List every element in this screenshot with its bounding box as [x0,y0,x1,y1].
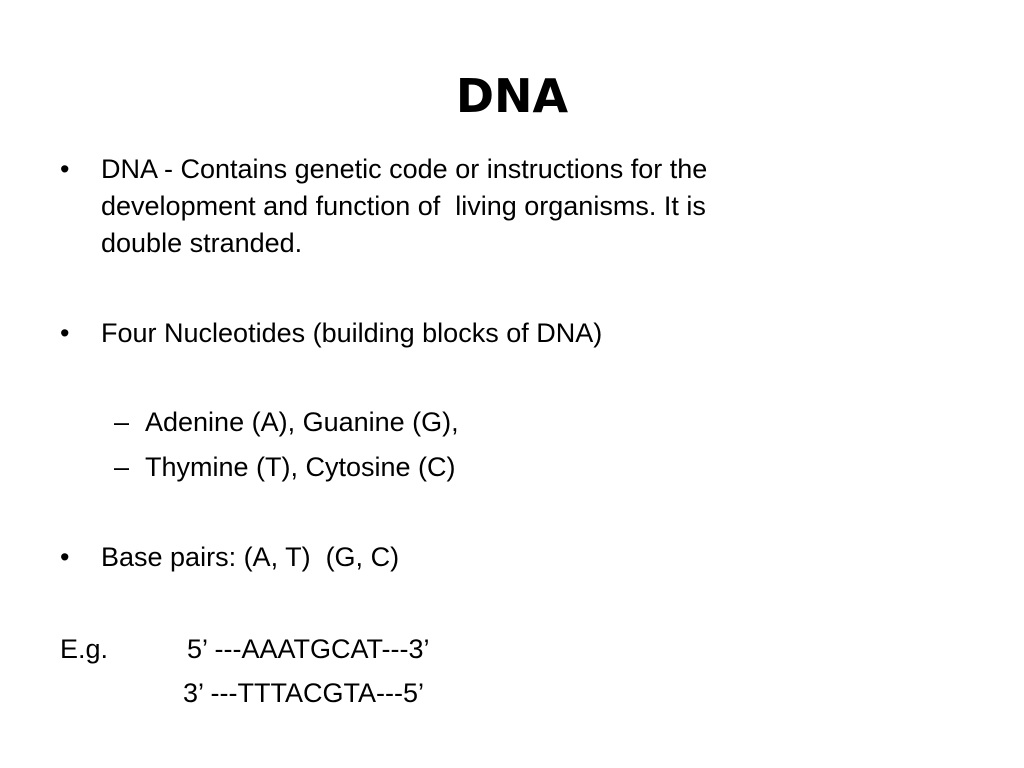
bullet-text-line-2: development and function of living organisms. It is [101,191,706,221]
bullet-text-line-3: double stranded. [101,228,303,258]
sub-bullet-adenine-guanine [114,404,914,441]
bullet-text-line-1: Four Nucleotides (building blocks of DNA) [101,318,603,348]
bullet-four-nucleotides [60,315,960,352]
bullet-marker: • [60,542,70,572]
example-label: E.g. [60,634,109,664]
sub-bullet-marker: – [114,452,130,482]
bullet-text-line-1: Base pairs: (A, T) (G, C) [101,542,400,572]
example-strand-5-to-3: 5’ ---AAATGCAT---3’ [187,634,430,664]
slide-title: DNA [455,69,569,123]
sub-bullet-marker: – [114,407,130,437]
bullet-text-line-1: DNA - Contains genetic code or instructions for the [101,154,708,184]
example-strand-3-to-5: 3’ ---TTTACGTA---5’ [183,678,424,708]
bullet-marker: • [60,318,70,348]
sub-bullet-text: Adenine (A), Guanine (G), [145,407,459,437]
bullet-base-pairs [60,539,960,576]
bullet-marker: • [60,154,70,184]
bullet-dna-definition [60,151,960,262]
sub-bullet-thymine-cytosine [114,449,914,486]
sub-bullet-text: Thymine (T), Cytosine (C) [145,452,456,482]
